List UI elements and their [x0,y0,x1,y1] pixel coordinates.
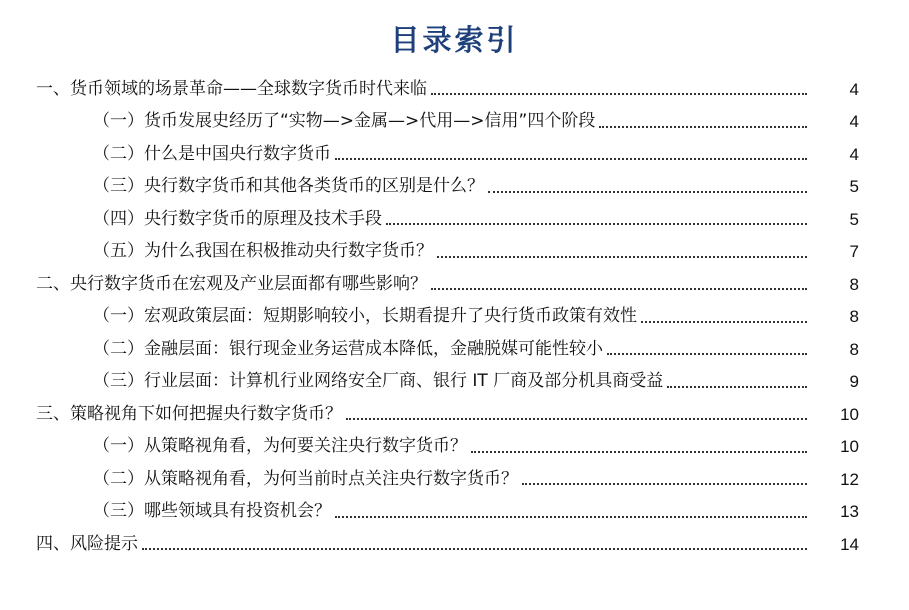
toc-page-number: 10 [840,404,859,424]
toc-entry-text: （二）金融层面：银行现金业务运营成本降低，金融脱媒可能性较小 [93,338,603,359]
dot-leader [607,353,807,355]
toc-page-number: 8 [849,339,859,359]
dot-leader [667,386,807,388]
toc-page-number: 7 [849,242,859,262]
toc-entry-3[interactable] [0,398,909,431]
dot-leader [386,223,807,225]
toc-entry-text: （二）从策略视角看，为何当前时点关注央行数字货币？ [93,468,518,489]
toc-entry-3-3[interactable] [0,496,909,529]
toc-title: 目录索引 [390,23,519,57]
toc-entry-text: （三）央行数字货币和其他各类货币的区别是什么？ [93,176,484,197]
toc-entry-text: （二）什么是中国央行数字货币 [93,143,331,164]
toc-entry-1-5[interactable] [0,236,909,269]
dot-leader [599,126,807,128]
dot-leader [488,191,807,193]
dot-leader [437,256,807,258]
toc-entry-text: （四）央行数字货币的原理及技术手段 [93,208,382,229]
toc-entry-3-2[interactable] [0,463,909,496]
dot-leader [641,321,807,323]
toc-entry-text: （一）从策略视角看，为何要关注央行数字货币？ [93,436,467,457]
dot-leader [522,483,807,485]
toc-entry-1-3[interactable] [0,171,909,204]
toc-entry-text: 三、策略视角下如何把握央行数字货币？ [36,403,342,424]
toc-entry-1-2[interactable] [0,138,909,171]
toc-entry-4[interactable] [0,528,909,561]
toc-entry-text: 四、风险提示 [36,533,138,554]
dot-leader [346,418,807,420]
toc-page-number: 5 [849,209,859,229]
toc-entry-text: （五）为什么我国在积极推动央行数字货币？ [93,241,433,262]
toc-page-number: 8 [849,307,859,327]
toc-entry-text: （三）哪些领域具有投资机会？ [93,501,331,522]
toc-list [0,73,909,561]
dot-leader [431,93,807,95]
toc-page-number: 4 [849,79,859,99]
toc-entry-1[interactable] [0,73,909,106]
dot-leader [335,516,807,518]
toc-page-number: 14 [840,534,859,554]
toc-entry-2-2[interactable] [0,333,909,366]
toc-entry-text: （三）行业层面：计算机行业网络安全厂商、银行 IT 厂商及部分机具商受益 [93,371,664,392]
toc-page-number: 13 [840,502,859,522]
toc-entry-1-1[interactable] [0,106,909,139]
dot-leader [431,288,807,290]
toc-entry-3-1[interactable] [0,431,909,464]
dot-leader [471,451,807,453]
toc-page-number: 5 [849,177,859,197]
toc-entry-text: 二、央行数字货币在宏观及产业层面都有哪些影响？ [36,273,427,294]
toc-page-number: 12 [840,469,859,489]
toc-entry-2-3[interactable] [0,366,909,399]
dot-leader [335,158,807,160]
toc-page-number: 8 [849,274,859,294]
toc-page-number: 9 [849,372,859,392]
toc-page-number: 4 [849,144,859,164]
toc-entry-text: （一）宏观政策层面：短期影响较小，长期看提升了央行货币政策有效性 [93,306,637,327]
toc-page-number: 4 [849,112,859,132]
toc-entry-2-1[interactable] [0,301,909,334]
toc-entry-text: （一）货币发展史经历了“实物—>金属—>代用—>信用”四个阶段 [93,111,596,132]
toc-entry-2[interactable] [0,268,909,301]
toc-page-number: 10 [840,437,859,457]
dot-leader [142,548,807,550]
toc-entry-1-4[interactable] [0,203,909,236]
toc-entry-text: 一、货币领域的场景革命——全球数字货币时代来临 [36,78,427,99]
